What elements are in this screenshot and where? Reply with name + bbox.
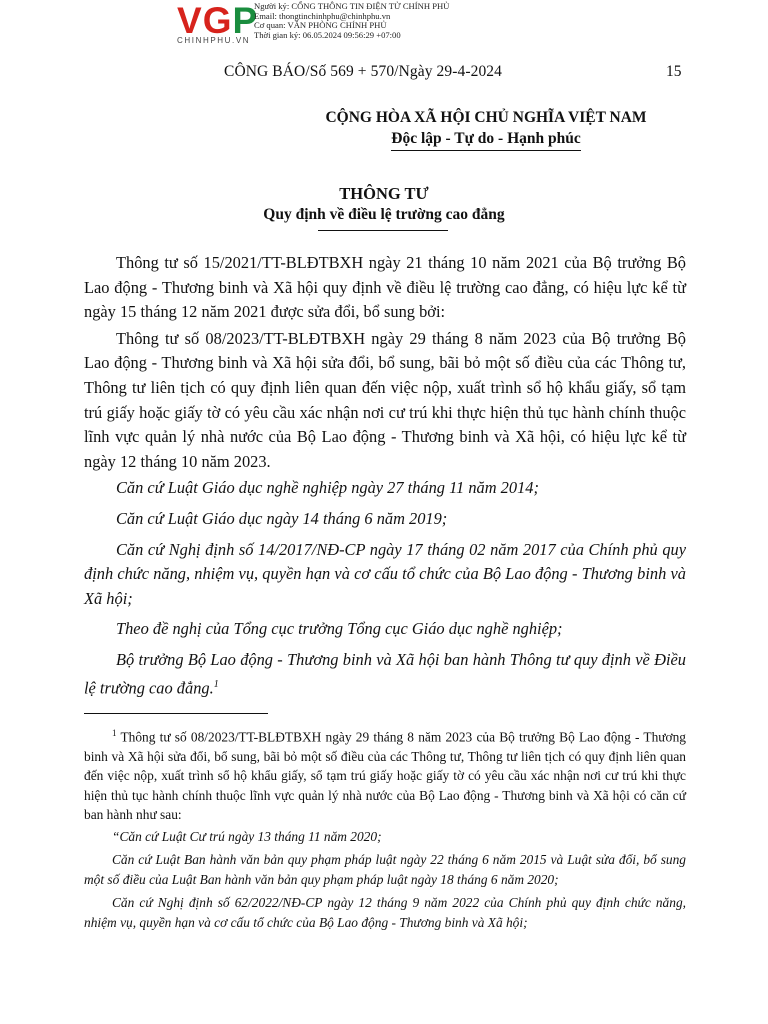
page-number: 15 — [666, 63, 682, 80]
legal-basis: Căn cứ Nghị định số 14/2017/NĐ-CP ngày 17 tháng 02 năm 2017 của Chính phủ quy định chức năng, nhiệm vụ, quyền hạn và cơ cấu tổ chức của Bộ Lao động - Thương binh và Xã hội; — [84, 539, 686, 608]
legal-basis: Căn cứ Luật Giáo dục ngày 14 tháng 6 năm 2019; — [116, 508, 448, 528]
promulgation-statement — [84, 648, 686, 701]
footnote-text-paragraph — [84, 724, 686, 825]
national-heading — [300, 107, 672, 151]
footnote-number: 1 — [112, 728, 117, 738]
vgp-logo — [177, 2, 257, 44]
signature-agency: Cơ quan: VĂN PHÒNG CHÍNH PHỦ — [254, 20, 387, 30]
title-underline — [318, 230, 448, 231]
footnote — [84, 724, 686, 936]
legal-basis: Theo đề nghị của Tổng cục trưởng Tổng cục Giáo dục nghề nghiệp; — [116, 619, 563, 639]
nation-name: CỘNG HÒA XÃ HỘI CHỦ NGHĨA VIỆT NAM — [325, 109, 647, 126]
signature-email: Email: thongtinchinhphu@chinhphu.vn — [254, 10, 391, 21]
logo-letter-g: G — [202, 0, 233, 41]
footnote-text: Thông tư số 08/2023/TT-BLĐTBXH ngày 29 tháng 8 năm 2023 của Bộ trưởng Bộ Lao động - Thương binh và Xã hội sửa đổi, bổ sung, bãi bỏ một số điều của các Thông tư, Thông tư liên tịch có quy định liên quan đến việc nộp, xuất trình sổ hộ khẩu giấy, sổ tạm trú giấy hoặc giấy tờ có yêu cầu xác nhận nơi cư trú khi thực hiện thủ tục hành chính thuộc lĩnh vực quản lý nhà nước của Bộ Lao động - Thương binh và Xã hội có căn cứ ban hành như sau: — [84, 729, 687, 823]
vgp-logo-mark — [177, 2, 257, 39]
footnote-separator — [84, 713, 268, 714]
digital-signature-block — [254, 2, 449, 40]
nation-motto: Độc lập - Tự do - Hạnh phúc — [391, 128, 580, 151]
signature-time: Thời gian ký: 06.05.2024 09:56:29 +07:00 — [254, 29, 401, 40]
footnote-item: Căn cứ Luật Ban hành văn bản quy phạm pháp luật ngày 22 tháng 6 năm 2015 và Luật sửa đổi, bổ sung một số điều của Luật Ban hành văn bản quy phạm pháp luật ngày 18 tháng 6 năm 2020; — [84, 852, 686, 887]
logo-letter-v: V — [177, 0, 203, 41]
legal-basis: Căn cứ Luật Giáo dục nghề nghiệp ngày 27 tháng 11 năm 2014; — [116, 478, 539, 498]
logo-subtitle: CHINHPHU.VN — [177, 36, 251, 45]
body-paragraph: Thông tư số 15/2021/TT-BLĐTBXH ngày 21 tháng 10 năm 2021 của Bộ trưởng Bộ Lao động - Thương binh và Xã hội quy định về điều lệ trường cao đẳng, có hiệu lực kể từ ngày 15 tháng 12 năm 2021 được sửa đổi, bổ sung bởi: — [84, 253, 686, 322]
logo-letter-p: P — [232, 0, 259, 41]
gazette-header: CÔNG BÁO/Số 569 + 570/Ngày 29-4-2024 — [224, 63, 502, 80]
signature-signer: Người ký: CỔNG THÔNG TIN ĐIỆN TỬ CHÍNH PHỦ — [254, 1, 450, 11]
footnote-reference[interactable]: 1 — [213, 678, 219, 690]
document-body — [84, 251, 686, 707]
document-title: THÔNG TƯ — [339, 184, 429, 203]
document-subtitle: Quy định về điều lệ trường cao đẳng — [263, 206, 505, 223]
footnote-item: Căn cứ Nghị định số 62/2022/NĐ-CP ngày 12 tháng 9 năm 2022 của Chính phủ quy định chức năng, nhiệm vụ, quyền hạn và cơ cấu tổ chức của Bộ Lao động - Thương binh và Xã hội; — [84, 895, 686, 930]
footnote-item: “Căn cứ Luật Cư trú ngày 13 tháng 11 năm 2020; — [112, 828, 382, 844]
promulgation-text: Bộ trưởng Bộ Lao động - Thương binh và Xã hội ban hành Thông tư quy định về Điều lệ trường cao đẳng. — [84, 649, 686, 697]
body-paragraph: Thông tư số 08/2023/TT-BLĐTBXH ngày 29 tháng 8 năm 2023 của Bộ trưởng Bộ Lao động - Thương binh và Xã hội sửa đổi, bổ sung, bãi bỏ một số điều của các Thông tư, Thông tư liên tịch có quy định liên quan đến việc nộp, xuất trình sổ hộ khẩu giấy, sổ tạm trú giấy hoặc giấy tờ có yêu cầu xác nhận nơi cư trú khi thực hiện thủ tục hành chính thuộc lĩnh vực quản lý nhà nước của Bộ Lao động - Thương binh và Xã hội, có hiệu lực kể từ ngày 12 tháng 10 năm 2023. — [84, 328, 686, 471]
